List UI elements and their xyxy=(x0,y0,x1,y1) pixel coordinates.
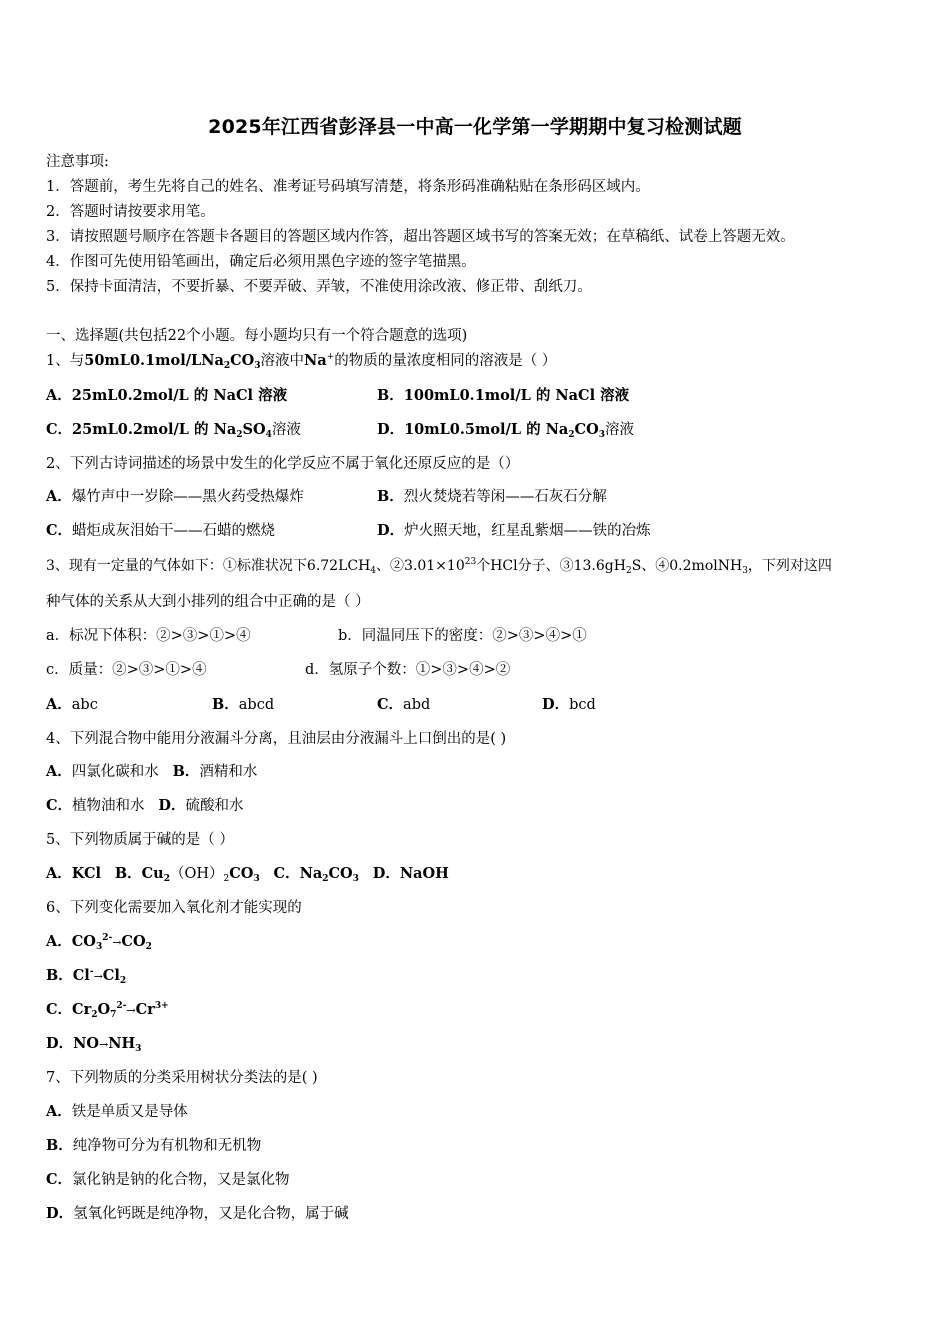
q3-statement-d: d．氢原子个数：①>③>④>② xyxy=(305,662,511,678)
page-title: 2025年江西省彭泽县一中高一化学第一学期期中复习检测试题 xyxy=(208,116,742,138)
section-heading: 一、选择题(共包括22个小题。每小题均只有一个符合题意的选项) xyxy=(46,328,468,344)
notice-item: 1．答题前，考生先将自己的姓名、准考证号码填写清楚，将条形码准确粘贴在条形码区域内。 xyxy=(46,179,650,195)
q4-options-line2: C．植物油和水 D．硫酸和水 xyxy=(46,797,244,814)
q3-option-c: C．abd xyxy=(377,696,431,713)
q3-statement-b: b．同温同压下的密度：②>③>④>① xyxy=(338,628,587,644)
q1-option-b: B．100mL0.1mol/L 的 NaCl 溶液 xyxy=(377,387,630,404)
q3-option-b: B．abcd xyxy=(212,696,275,713)
q7-option-b: B．纯净物可分为有机物和无机物 xyxy=(46,1137,262,1154)
question-3-stem-line2: 种气体的关系从大到小排列的组合中正确的是（ ） xyxy=(46,594,370,610)
notice-item: 4．作图可先使用铅笔画出，确定后必须用黑色字迹的签字笔描黑。 xyxy=(46,254,476,270)
q2-option-d: D．炉火照天地，红星乱紫烟——铁的冶炼 xyxy=(377,522,651,539)
q4-options-line1: A．四氯化碳和水 B．酒精和水 xyxy=(46,763,258,780)
q2-option-a: A．爆竹声中一岁除——黑火药受热爆炸 xyxy=(46,488,304,505)
q3-statement-c: c．质量：②>③>①>④ xyxy=(46,662,207,678)
notice-heading: 注意事项: xyxy=(46,154,109,170)
q7-option-a: A．铁是单质又是导体 xyxy=(46,1103,188,1120)
q7-option-d: D．氢氧化钙既是纯净物，又是化合物，属于碱 xyxy=(46,1205,349,1222)
q1-option-a: A．25mL0.2mol/L 的 NaCl 溶液 xyxy=(46,387,288,404)
q3-option-d: D．bcd xyxy=(542,696,596,713)
q1-option-c: C．25mL0.2mol/L 的 $Na_2SO_4$溶液 xyxy=(46,421,301,440)
question-3-stem: 3、现有一定量的气体如下：①标准状况下$6.72LCH_4$、$②3.01\times 10^{23}$个HCl分子、$③13.6gH_2S$、④0.2molNH$_3$，下列对这四 xyxy=(46,557,832,576)
q6-option-b: B．$Cl^-\to Cl_2$ xyxy=(46,967,127,986)
q6-option-a: A．$CO_3^{2-}\to CO_2$ xyxy=(46,933,152,952)
question-4-stem: 4、下列混合物中能用分液漏斗分离，且油层由分液漏斗上口倒出的是( ) xyxy=(46,731,507,747)
notice-item: 3．请按照题号顺序在答题卡各题目的答题区域内作答，超出答题区域书写的答案无效；在草稿纸、试卷上答题无效。 xyxy=(46,229,795,245)
question-2-stem: 2、下列古诗词描述的场景中发生的化学反应不属于氧化还原反应的是（） xyxy=(46,456,520,472)
notice-item: 5．保持卡面清洁，不要折暴、不要弄破、弄皱，不准使用涂改液、修正带、刮纸刀。 xyxy=(46,279,592,295)
question-1-stem: 1、与$50mL0.1mol/LNa_2CO_3$溶液中Na+的物质的量浓度相同的溶液是（ ） xyxy=(46,352,557,371)
q7-option-c: C．氯化钠是钠的化合物，又是氯化物 xyxy=(46,1171,290,1188)
q5-options: A．KCl B．$Cu_2(OH)_2CO_3$ C．$Na_2CO_3$ D．NaOH xyxy=(46,865,449,884)
q2-option-b: B．烈火焚烧若等闲——石灰石分解 xyxy=(377,488,607,505)
q3-option-a: A．abc xyxy=(46,696,98,713)
q6-option-d: D．$NO\to NH_3$ xyxy=(46,1035,142,1054)
q1-option-d: D．10mL0.5mol/L 的 $Na_2CO_3$溶液 xyxy=(377,421,634,440)
q2-option-c: C．蜡炬成灰泪始干——石蜡的燃烧 xyxy=(46,522,276,539)
notice-item: 2．答题时请按要求用笔。 xyxy=(46,204,215,220)
question-6-stem: 6、下列变化需要加入氧化剂才能实现的 xyxy=(46,900,302,916)
question-5-stem: 5、下列物质属于碱的是（ ） xyxy=(46,832,234,848)
q6-option-c: C．$Cr_2O_7^{2-}\to Cr^{3+}$ xyxy=(46,1001,169,1020)
question-7-stem: 7、下列物质的分类采用树状分类法的是( ) xyxy=(46,1070,318,1086)
q3-statement-a: a．标况下体积：②>③>①>④ xyxy=(46,628,251,644)
